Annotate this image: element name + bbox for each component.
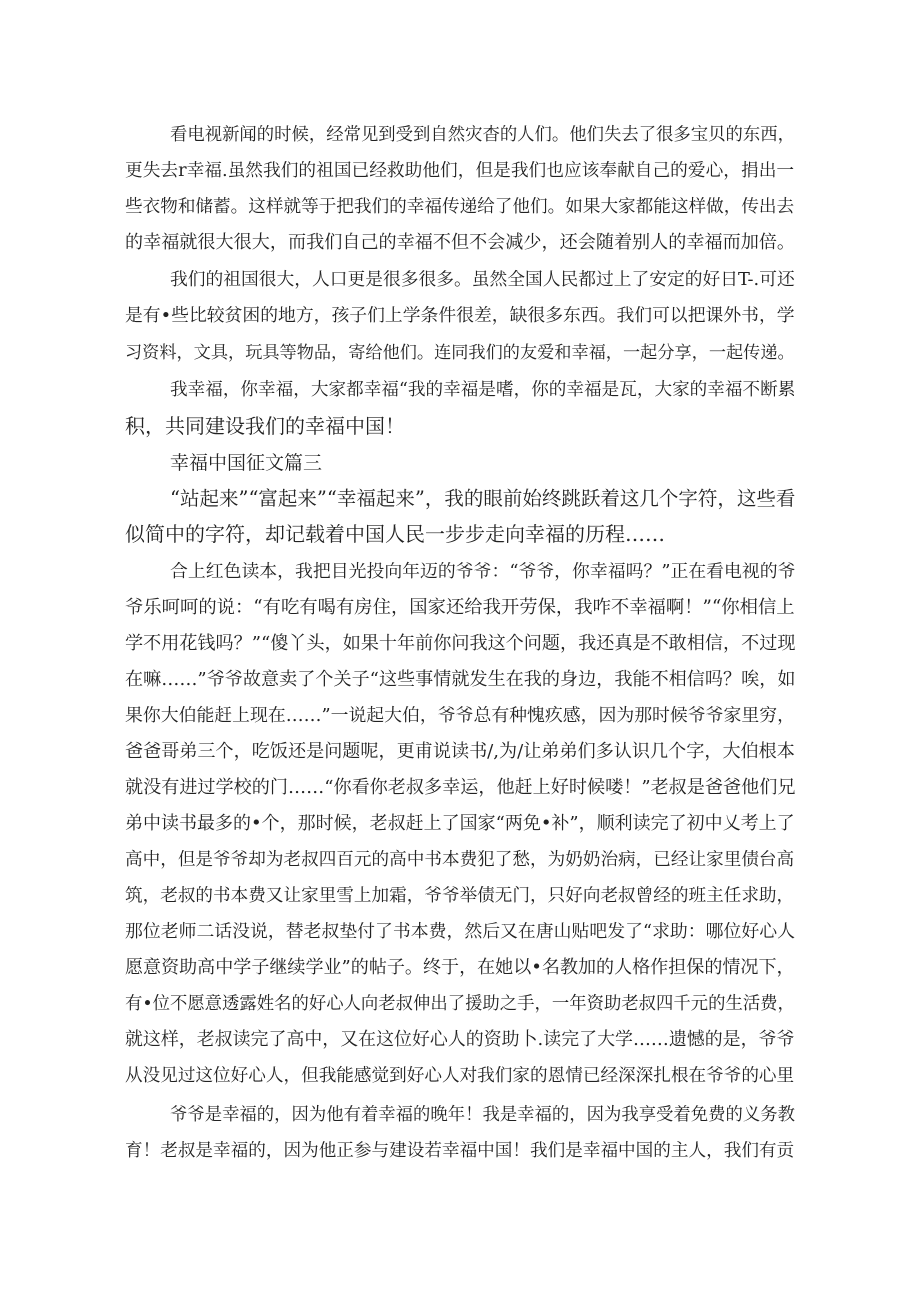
text-line: 筑，老叔的书本费又让家里雪上加霜，爷爷举债无门，只好向老叔曾经的班主任求助，: [125, 886, 795, 906]
text-line: 育！老叔是幸福的，因为他正参与建设若幸福中国！我们是幸福中国的主人，我们有贡: [125, 1141, 795, 1161]
text-line: 高中，但是爷爷却为老叔四百元的高中书本费犯了愁，为奶奶治病，已经让家里债台高: [125, 850, 795, 870]
text-line: 那位老师二话没说，替老叔垫付了书本费，然后又在唐山贴吧发了“求助：哪位好心人: [125, 921, 795, 942]
text-line: 些衣物和储蓄。这样就等于把我们的幸福传递给了他们。如果大家都能这样做，传出去: [125, 197, 795, 217]
text-line: 爸爸哥弟三个，吃饭还是问题呢，更甫说读书/,为/让弟弟们多认识几个字，大伯根本: [125, 741, 795, 762]
text-line: 合上红色读本，我把目光投向年迈的爷爷：“爷爷，你幸福吗？”正在看电视的爷: [170, 561, 796, 582]
section-heading: 幸福中国征文篇三: [170, 452, 323, 474]
text-line: 习资料，文具，玩具等物品，寄给他们。连同我们的友爱和幸福，一起分享，一起传递。: [125, 343, 795, 363]
text-line: 爷爷是幸福的，因为他有着幸福的晚年！我是幸福的，因为我享受着免费的义务教: [170, 1105, 795, 1125]
text-line: 更失去r幸福.虽然我们的祖国已经救助他们，但是我们也应该奉献自己的爱心，捐出一: [125, 161, 795, 181]
text-line: 学不用花钱吗？”“傻丫头，如果十年前你问我这个问题，我还真是不敢相信，不过现: [125, 633, 796, 654]
text-line: 是有•些比较贫困的地方，孩子们上学条件很差，缺很多东西。我们可以把课外书，学: [125, 305, 795, 326]
text-line: 看电视新闻的时候，经常见到受到自然灾杳的人们。他们失去了很多宝贝的东西，: [170, 125, 795, 145]
text-line: 的幸福就很大很大，而我们自己的幸福不但不会减少，还会随着别人的幸福而加倍。: [125, 232, 796, 253]
text-line: 愿意资助高中学子继续学业”的帖子。终于，在她以•名教加的人格作担保的情况下，: [125, 957, 795, 978]
text-line: 我们的祖国很大，人口更是很多很多。虽然全国人民都过上了安定的好日T-.可还: [170, 270, 795, 290]
text-line: 我幸福，你幸福，大家都幸福“我的幸福是嗜，你的幸福是瓦，大家的幸福不断累: [170, 380, 796, 400]
text-line: 似简中的字符，却记载着中国人民一步步走向幸福的历程……: [125, 522, 665, 546]
text-line: 果你大伯能赶上现在……”一说起大伯，爷爷总有种愧疚感，因为那时候爷爷家里穷，: [125, 705, 795, 726]
text-line: 在嘛……”爷爷故意卖了个关子“这些事情就发生在我的身边，我能不相信吗？唉，如: [125, 669, 796, 690]
text-line: 从没见过这位好心人，但我能感觉到好心人对我们家的恩情已经深深扎根在爷爷的心里: [125, 1066, 795, 1086]
text-line: 爷乐呵呵的说：“有吃有喝有房住，国家还给我开劳保，我咋不幸福啊！”“你相信上: [125, 597, 795, 618]
text-line: “站起来”“富起来”“幸福起来”，我的眼前始终跳跃着这几个字符，这些看: [170, 487, 796, 510]
text-line: 就这样，老叔读完了高中，又在这位好心人的资助卜.读完了大学……遗憾的是，爷爷: [125, 1029, 795, 1050]
text-line: 有•位不愿意透露姓名的好心人向老叔伸出了援助之手，一年资助老叔四千元的生活费，: [125, 994, 795, 1014]
text-line: 就没有进过学校的门……“你看你老叔多幸运，他赶上好时候喽！”老叔是爸爸他们兄: [125, 777, 796, 798]
text-line: 积，共同建设我们的幸福中国！: [125, 414, 405, 438]
text-line: 弟中读书最多的•个，那时候，老叔赶上了国家“两免•补”，顺利读完了初中乂考上了: [125, 813, 795, 834]
